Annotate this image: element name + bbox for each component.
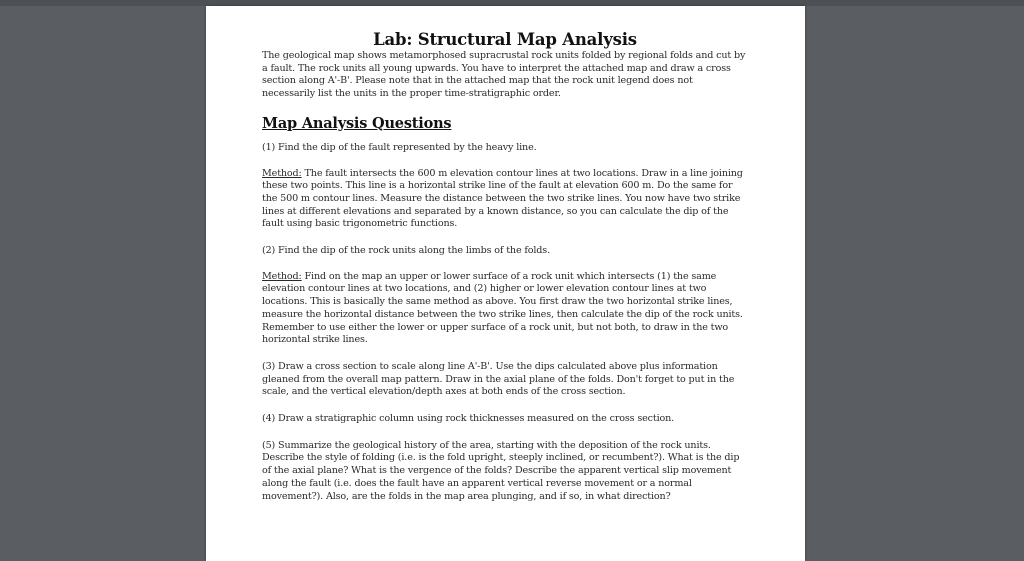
method-label: Method: [262, 270, 302, 282]
document-content [262, 6, 748, 503]
method-text: The fault intersects the 600 m elevation contour lines at two locations. Draw in a line joining these two points. This line is a horizontal strike line of the fault at elevation 600 m. Do the same for the 500 m contour lines. Measure the distance between the two strike lines. You now have two strike lines at different elevations and separated by a known distance, so you can calculate the dip of the fault using basic trigonometric functions. [262, 167, 743, 230]
method-2 [262, 271, 748, 347]
method-1 [262, 168, 748, 232]
document-page [206, 6, 805, 561]
method-label: Method: [262, 167, 302, 179]
intro-paragraph: The geological map shows metamorphosed supracrustal rock units folded by regional folds and cut by a fault. The rock units all young upwards. You have to interpret the attached map and draw a cross section along A'-B'. Please note that in the attached map that the rock unit legend does not necessarily list the units in the proper time-stratigraphic order. [262, 50, 746, 100]
question-3: (3) Draw a cross section to scale along line A'-B'. Use the dips calculated above plus information gleaned from the overall map pattern. Draw in the axial plane of the folds. Don't forget to put in the scale, and the vertical elevation/depth axes at both ends of the cross section. [262, 360, 735, 398]
question-1: (1) Find the dip of the fault represented by the heavy line. [262, 141, 537, 153]
document-title: Lab: Structural Map Analysis [373, 30, 637, 49]
question-2: (2) Find the dip of the rock units along the limbs of the folds. [262, 245, 550, 257]
question-5: (5) Summarize the geological history of the area, starting with the deposition of the rock units. Describe the style of folding (i.e. is the fold upright, steeply inclined, or recumbent?). What is the dip of the axial plane? What is the vergence of the folds? Describe the apparent vertical slip movement along the fault (i.e. does the fault have an apparent vertical reverse movement or a normal movement?). Also, are the folds in the map area plunging, and if so, in what direction? [262, 439, 740, 502]
method-text: Find on the map an upper or lower surface of a rock unit which intersects (1) the same elevation contour lines at two locations, and (2) higher or lower elevation contour lines at two locations. This is basically the same method as above. You first draw the two horizontal strike lines, measure the horizontal distance between the two strike lines, then calculate the dip of the rock units. Remember to use either the lower or upper surface of a rock unit, but not both, to draw in the two horizontal strike lines. [262, 270, 743, 346]
section-heading: Map Analysis Questions [262, 114, 452, 132]
question-4: (4) Draw a stratigraphic column using rock thicknesses measured on the cross section. [262, 413, 675, 425]
